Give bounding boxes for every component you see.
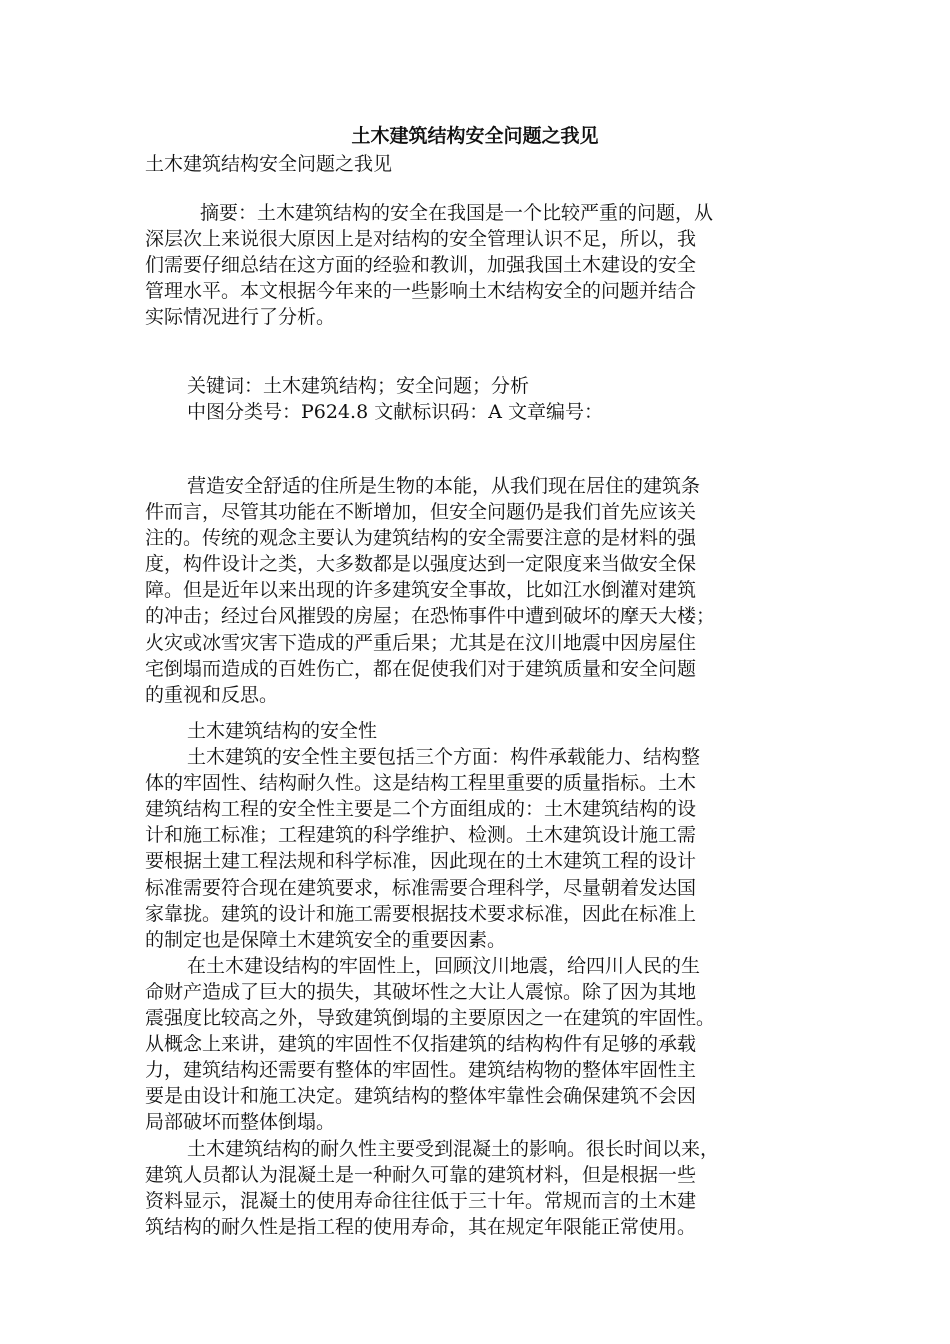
section-heading: 土木建筑结构的安全性 [187,720,378,742]
section-body-line: 从概念上来讲，建筑的牢固性不仅指建筑的结构构件有足够的承载 [145,1033,697,1056]
intro-line: 营造安全舒适的住所是生物的本能，从我们现在居住的建筑条 [187,475,701,497]
section-body-line: 建筑人员都认为混凝土是一种耐久可靠的建筑材料，但是根据一些 [145,1163,697,1186]
keywords-block [145,373,810,425]
section-body-line: 震强度比较高之外，导致建筑倒塌的主要原因之一在建筑的牢固性。 [145,1007,716,1030]
section-body-line: 要是由设计和施工决定。建筑结构的整体牢靠性会确保建筑不会因 [145,1085,697,1108]
section-body-line: 资料显示，混凝土的使用寿命往往低于三十年。常规而言的土木建 [145,1189,697,1212]
intro-line: 度，构件设计之类，大多数都是以强度达到一定限度来当做安全保 [145,553,697,576]
section-body-line: 体的牢固性、结构耐久性。这是结构工程里重要的质量指标。土木 [145,772,697,795]
section-body-line: 筑结构的耐久性是指工程的使用寿命，其在规定年限能正常使用。 [145,1215,697,1238]
intro-line: 件而言，尽管其功能在不断增加，但安全问题仍是我们首先应该关 [145,501,697,524]
section-block [145,718,810,1240]
abstract-paragraph [145,200,810,330]
section-body-line: 局部破坏而整体倒塌。 [145,1111,336,1134]
abstract-line: 摘要：土木建筑结构的安全在我国是一个比较严重的问题，从 [200,202,714,224]
intro-line: 宅倒塌而造成的百姓伤亡，都在促使我们对于建筑质量和安全问题 [145,657,697,680]
abstract-line: 管理水平。本文根据今年来的一些影响土木结构安全的问题并结合 [145,280,697,303]
intro-paragraph [145,473,810,708]
intro-line: 的重视和反思。 [145,683,279,706]
keywords-line: 关键词：土木建筑结构；安全问题；分析 [187,375,530,397]
section-body-line: 要根据土建工程法规和科学标准，因此现在的土木建筑工程的设计 [145,850,697,873]
intro-line: 的冲击；经过台风摧毁的房屋；在恐怖事件中遭到破坏的摩天大楼； [145,605,716,628]
classification-line: 中图分类号：P624.8 文献标识码：A 文章编号： [187,401,603,424]
document-title: 土木建筑结构安全问题之我见 [351,125,599,147]
section-body-line: 计和施工标准；工程建筑的科学维护、检测。土木建筑设计施工需 [145,824,697,847]
document-subtitle: 土木建筑结构安全问题之我见 [145,153,393,175]
section-body-line: 命财产造成了巨大的损失，其破坏性之大让人震惊。除了因为其地 [145,980,697,1003]
section-body-line: 建筑结构工程的安全性主要是二个方面组成的：土木建筑结构的设 [145,798,697,821]
section-body-line: 家靠拢。建筑的设计和施工需要根据技术要求标准，因此在标准上 [145,902,697,925]
abstract-line: 们需要仔细总结在这方面的经验和教训，加强我国土木建设的安全 [145,254,697,277]
intro-line: 障。但是近年以来出现的许多建筑安全事故，比如江水倒灌对建筑 [145,579,697,602]
intro-line: 注的。传统的观念主要认为建筑结构的安全需要注意的是材料的强 [145,527,697,550]
section-body-line: 土木建筑的安全性主要包括三个方面：构件承载能力、结构整 [187,746,701,769]
section-body [145,744,810,1240]
section-body-line: 力，建筑结构还需要有整体的牢固性。建筑结构物的整体牢固性主 [145,1059,697,1082]
section-body-line: 标准需要符合现在建筑要求，标准需要合理科学，尽量朝着发达国 [145,876,697,899]
abstract-line: 深层次上来说很大原因上是对结构的安全管理认识不足，所以，我 [145,228,697,251]
section-body-line: 土木建筑结构的耐久性主要受到混凝土的影响。很长时间以来， [187,1137,720,1160]
section-body-line: 在土木建设结构的牢固性上，回顾汶川地震，给四川人民的生 [187,954,701,977]
abstract-line: 实际情况进行了分析。 [145,306,336,329]
intro-line: 火灾或冰雪灾害下造成的严重后果；尤其是在汶川地震中因房屋住 [145,631,697,654]
section-body-line: 的制定也是保障土木建筑安全的重要因素。 [145,928,507,951]
